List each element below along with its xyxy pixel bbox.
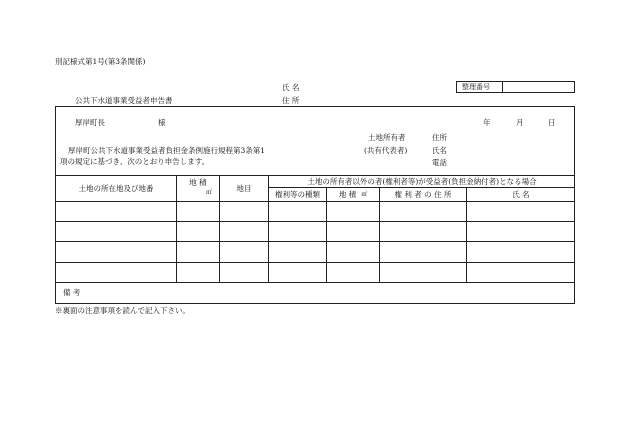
cell-right-type[interactable] (270, 243, 325, 260)
declarant-phone-label: 電話 (432, 158, 447, 167)
cell-area[interactable] (178, 223, 218, 240)
cell-right-type[interactable] (270, 203, 325, 220)
col-header-location: 土地の所在地及び地番 (78, 183, 154, 193)
cell-holder-address[interactable] (381, 264, 465, 281)
owner-label: 土地所有者 (368, 133, 406, 142)
cell-location[interactable] (57, 203, 175, 220)
declaration-line-1: 厚岸町公共下水道事業受益者負担金条例施行規程第3条第1 (68, 146, 266, 155)
cell-sub-area[interactable] (328, 264, 378, 281)
sub-header-area-label: 地 積 (338, 189, 357, 199)
representative-label: (共有代表者) (364, 146, 408, 155)
serial-number-field[interactable] (506, 84, 572, 92)
cell-holder-address[interactable] (381, 243, 465, 260)
sub-header-area (327, 188, 379, 201)
cell-holder-address[interactable] (381, 223, 465, 240)
sub-header-area-unit: ㎡ (361, 190, 368, 198)
cell-sub-area[interactable] (328, 243, 378, 260)
cell-holder-name[interactable] (468, 243, 574, 260)
cell-location[interactable] (57, 264, 175, 281)
cell-holder-name[interactable] (468, 223, 574, 240)
cell-sub-area[interactable] (328, 223, 378, 240)
date-year-label: 年 (483, 118, 491, 127)
remarks-field[interactable] (100, 285, 570, 301)
cell-category[interactable] (221, 264, 267, 281)
footer-note: ※裏面の注意事項を読んで記入下さい。 (55, 306, 190, 315)
group-header-other-holder: 土地の所有者以外の者(権利者等)が受益者(負担金納付者)となる場合 (307, 176, 537, 186)
col-header-area: 地 積 (189, 178, 207, 188)
cell-sub-area[interactable] (328, 203, 378, 220)
cell-location[interactable] (57, 243, 175, 260)
col-header-category: 地目 (236, 183, 252, 193)
cell-right-type[interactable] (270, 223, 325, 240)
sub-header-holder-address: 権 利 者 の 住 所 (394, 189, 452, 199)
cell-location[interactable] (57, 223, 175, 240)
cell-area[interactable] (178, 264, 218, 281)
remarks-label: 備 考 (63, 288, 81, 297)
applicant-name-label: 氏 名 (282, 83, 300, 92)
date-day-label: 日 (548, 118, 556, 127)
cell-holder-name[interactable] (468, 203, 574, 220)
cell-category[interactable] (221, 243, 267, 260)
applicant-address-label: 住 所 (282, 96, 300, 105)
sub-header-holder-name: 氏 名 (512, 189, 530, 199)
cell-area[interactable] (178, 203, 218, 220)
col-header-area-unit: ㎡ (206, 189, 213, 196)
cell-category[interactable] (221, 203, 267, 220)
declarant-name-label: 氏名 (432, 146, 447, 155)
cell-holder-address[interactable] (381, 203, 465, 220)
form-code: 別記様式第1号(第3条関係) (55, 57, 146, 66)
serial-number-label: 整理番号 (462, 83, 490, 91)
cell-area[interactable] (178, 243, 218, 260)
declarant-address-label: 住所 (432, 133, 447, 142)
addressee-name: 厚岸町長 (75, 118, 105, 127)
sub-header-right-type: 権利等の種類 (275, 189, 320, 199)
cell-right-type[interactable] (270, 264, 325, 281)
date-month-label: 月 (516, 118, 524, 127)
cell-holder-name[interactable] (468, 264, 574, 281)
form-title: 公共下水道事業受益者申告書 (75, 96, 173, 105)
declaration-line-2: 項の規定に基づき、次のとおり申告します。 (60, 157, 210, 166)
cell-category[interactable] (221, 223, 267, 240)
addressee-honorific: 様 (158, 118, 166, 127)
